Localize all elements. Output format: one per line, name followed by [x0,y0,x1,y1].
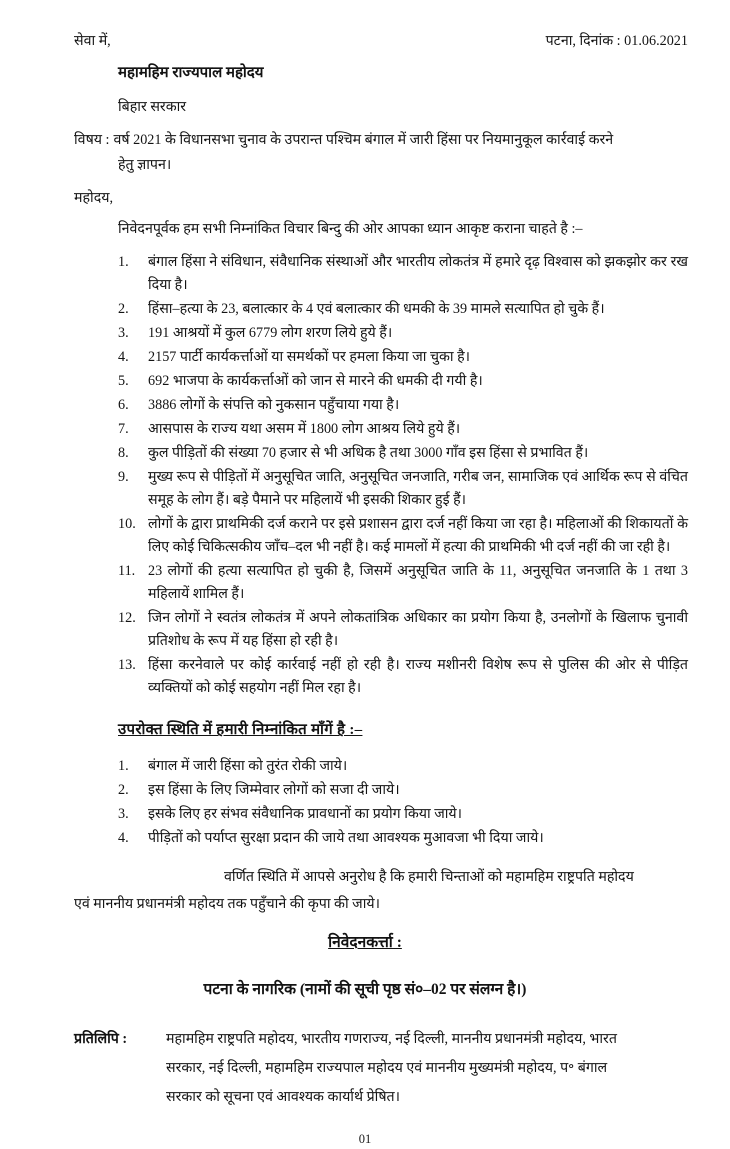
salutation: महोदय, [74,190,114,207]
signature-heading-text: निवेदनकर्त्ता : [328,933,402,951]
list-item-number: 3. [118,805,129,822]
list-item [118,346,688,369]
copy-to-text-line-3: सरकार को सूचना एवं आवश्यक कार्यार्थ प्रेषित। [166,1088,400,1105]
list-item [118,607,688,653]
closing-text-1: वर्णित स्थिति में आपसे अनुरोध है कि हमारी चिन्ताओं को महामहिम राष्ट्रपति महोदय [224,868,634,885]
list-item-text: इस हिंसा के लिए जिम्मेवार लोगों को सजा दी जाये। [148,781,400,798]
document-body [30,30,700,1149]
copy-to-text-line-1: महामहिम राष्ट्रपति महोदय, भारतीय गणराज्य, नई दिल्ली, माननीय प्रधानमंत्री महोदय, भारत [166,1030,617,1047]
list-item-number: 2. [118,301,129,318]
to-label: सेवा में, [74,33,111,49]
letter-header [30,30,700,53]
list-item-number: 2. [118,781,129,798]
list-item-number: 4. [118,349,129,366]
signatory-line: पटना के नागरिक (नामों की सूची पृष्ठ सं०–02 पर संलग्न है।) [203,980,527,998]
addressee-name: महामहिम राज्यपाल महोदय [118,65,264,81]
list-item [118,418,688,441]
list-item [118,779,688,802]
list-item-number: 12. [118,610,136,627]
list-item [118,560,688,606]
demands-heading [30,718,700,742]
list-item-text: आसपास के राज्य यथा असम में 1800 लोग आश्रय लिये हुये हैं। [148,421,461,438]
list-item [118,370,688,393]
intro-paragraph: निवेदनपूर्वक हम सभी निम्नांकित विचार बिन्दु की ओर आपका ध्यान आकृष्ट कराना चाहते है :– [118,221,583,238]
list-item-text: बंगाल हिंसा ने संविधान, संवैधानिक संस्थाओं और भारतीय लोकतंत्र में हमारे दृढ़ विश्वास को झकझोर कर रख दिया है। [148,254,688,294]
list-item-text: 23 लोगों की हत्या सत्यापित हो चुकी है, जिसमें अनुसूचित जाति के 11, अनुसूचित जनजाति के 1 तथा 3 महिलायें शामिल हैं। [148,563,688,603]
list-item-number: 3. [118,325,129,342]
list-item [118,654,688,700]
demands-heading-text: उपरोक्त स्थिति में हमारी निम्नांकित माँगें है :– [118,722,363,739]
addressee-organization: बिहार सरकार [118,99,187,116]
list-item-number: 7. [118,421,129,438]
list-item [118,322,688,345]
list-item-text: जिन लोगों ने स्वतंत्र लोकतंत्र में अपने लोकतांत्रिक अधिकार का प्रयोग किया है, उनलोगों के खिलाफ चुनावी प्रतिशोध के रूप में यह हिंसा हो रही है। [148,610,688,650]
list-item-number: 11. [118,563,136,580]
closing-paragraph-line-2: एवं माननीय प्रधानमंत्री महोदय तक पहुँचाने की कृपा की जाये। [74,895,380,912]
list-item-text: हिंसा–हत्या के 23, बलात्कार के 4 एवं बलात्कार की धमकी के 39 मामले सत्यापित हो चुके हैं। [148,301,605,318]
list-item-text: 191 आश्रयों में कुल 6779 लोग शरण लिये हुये हैं। [148,325,393,342]
list-item-text: 692 भाजपा के कार्यकर्त्ताओं को जान से मारने की धमकी दी गयी है। [148,373,483,390]
addressee-block [30,61,700,119]
page-number: 01 [358,1131,372,1146]
list-item-number: 4. [118,829,129,846]
list-item [118,442,688,465]
list-item [118,298,688,321]
list-item [118,513,688,559]
signature-heading [30,930,700,955]
points-list [30,251,700,700]
list-item [118,755,688,778]
list-item-number: 6. [118,397,129,414]
copy-to-block [30,1028,700,1109]
subject-text-line-1: वर्ष 2021 के विधानसभा चुनाव के उपरान्त पश्चिम बंगाल में जारी हिंसा पर नियमानुकूल कार्रवाई करने [113,132,614,149]
copy-to-text-line-2: सरकार, नई दिल्ली, महामहिम राज्यपाल महोदय एवं माननीय मुख्यमंत्री महोदय, प॰ बंगाल [166,1059,608,1076]
list-item [118,394,688,417]
subject-label: विषय : [74,132,110,149]
list-item-number: 10. [118,516,136,533]
list-item [118,466,688,512]
list-item [118,803,688,826]
list-item [118,827,688,850]
list-item-text: इसके लिए हर संभव संवैधानिक प्रावधानों का प्रयोग किया जाये। [148,805,463,822]
list-item-text: हिंसा करनेवाले पर कोई कार्रवाई नहीं हो रही है। राज्य मशीनरी विशेष रूप से पुलिस की ओर से पीड़ित व्यक्तियों को कोई सहयोग नहीं मिल रहा है। [148,657,688,697]
list-item [118,251,688,297]
list-item-number: 5. [118,373,129,390]
closing-paragraph-line-1 [30,866,700,889]
list-item-number: 1. [118,757,129,774]
subject-block [30,129,700,177]
list-item-number: 1. [118,254,129,271]
list-item-number: 9. [118,469,129,486]
place-and-date: पटना, दिनांक : 01.06.2021 [545,33,688,49]
list-item-text: लोगों के द्वारा प्राथमिकी दर्ज कराने पर इसे प्रशासन द्वारा दर्ज नहीं किया जा रहा है। महिलाओं की शिकायतों के लिए कोई चिकित्सकीय जाँच–दल भी नहीं है। कई मामलों में हत्या की प्राथमिकी भी दर्ज नहीं की जा रही है। [148,516,688,556]
list-item-text: मुख्य रूप से पीड़ितों में अनुसूचित जाति, अनुसूचित जनजाति, गरीब जन, सामाजिक एवं आर्थिक रूप से वंचित समूह के लोग हैं। बड़े पैमाने पर महिलायें भी इसकी शिकार हुई हैं। [148,469,688,509]
list-item-number: 8. [118,445,129,462]
list-item-text: 2157 पार्टी कार्यकर्त्ताओं या समर्थकों पर हमला किया जा चुका है। [148,349,471,366]
subject-text-line-2: हेतु ज्ञापन। [118,157,172,174]
list-item-text: 3886 लोगों के संपत्ति को नुकसान पहुँचाया गया है। [148,397,400,414]
demands-list [30,755,700,850]
list-item-text: पीड़ितों को पर्याप्त सुरक्षा प्रदान की जाये तथा आवश्यक मुआवजा भी दिया जाये। [148,829,544,846]
list-item-number: 13. [118,657,136,674]
list-item-text: कुल पीड़ितों की संख्या 70 हजार से भी अधिक है तथा 3000 गाँव इस हिंसा से प्रभावित हैं। [148,445,589,462]
copy-to-label: प्रतिलिपि : [74,1030,128,1047]
list-item-text: बंगाल में जारी हिंसा को तुरंत रोकी जाये। [148,757,348,774]
